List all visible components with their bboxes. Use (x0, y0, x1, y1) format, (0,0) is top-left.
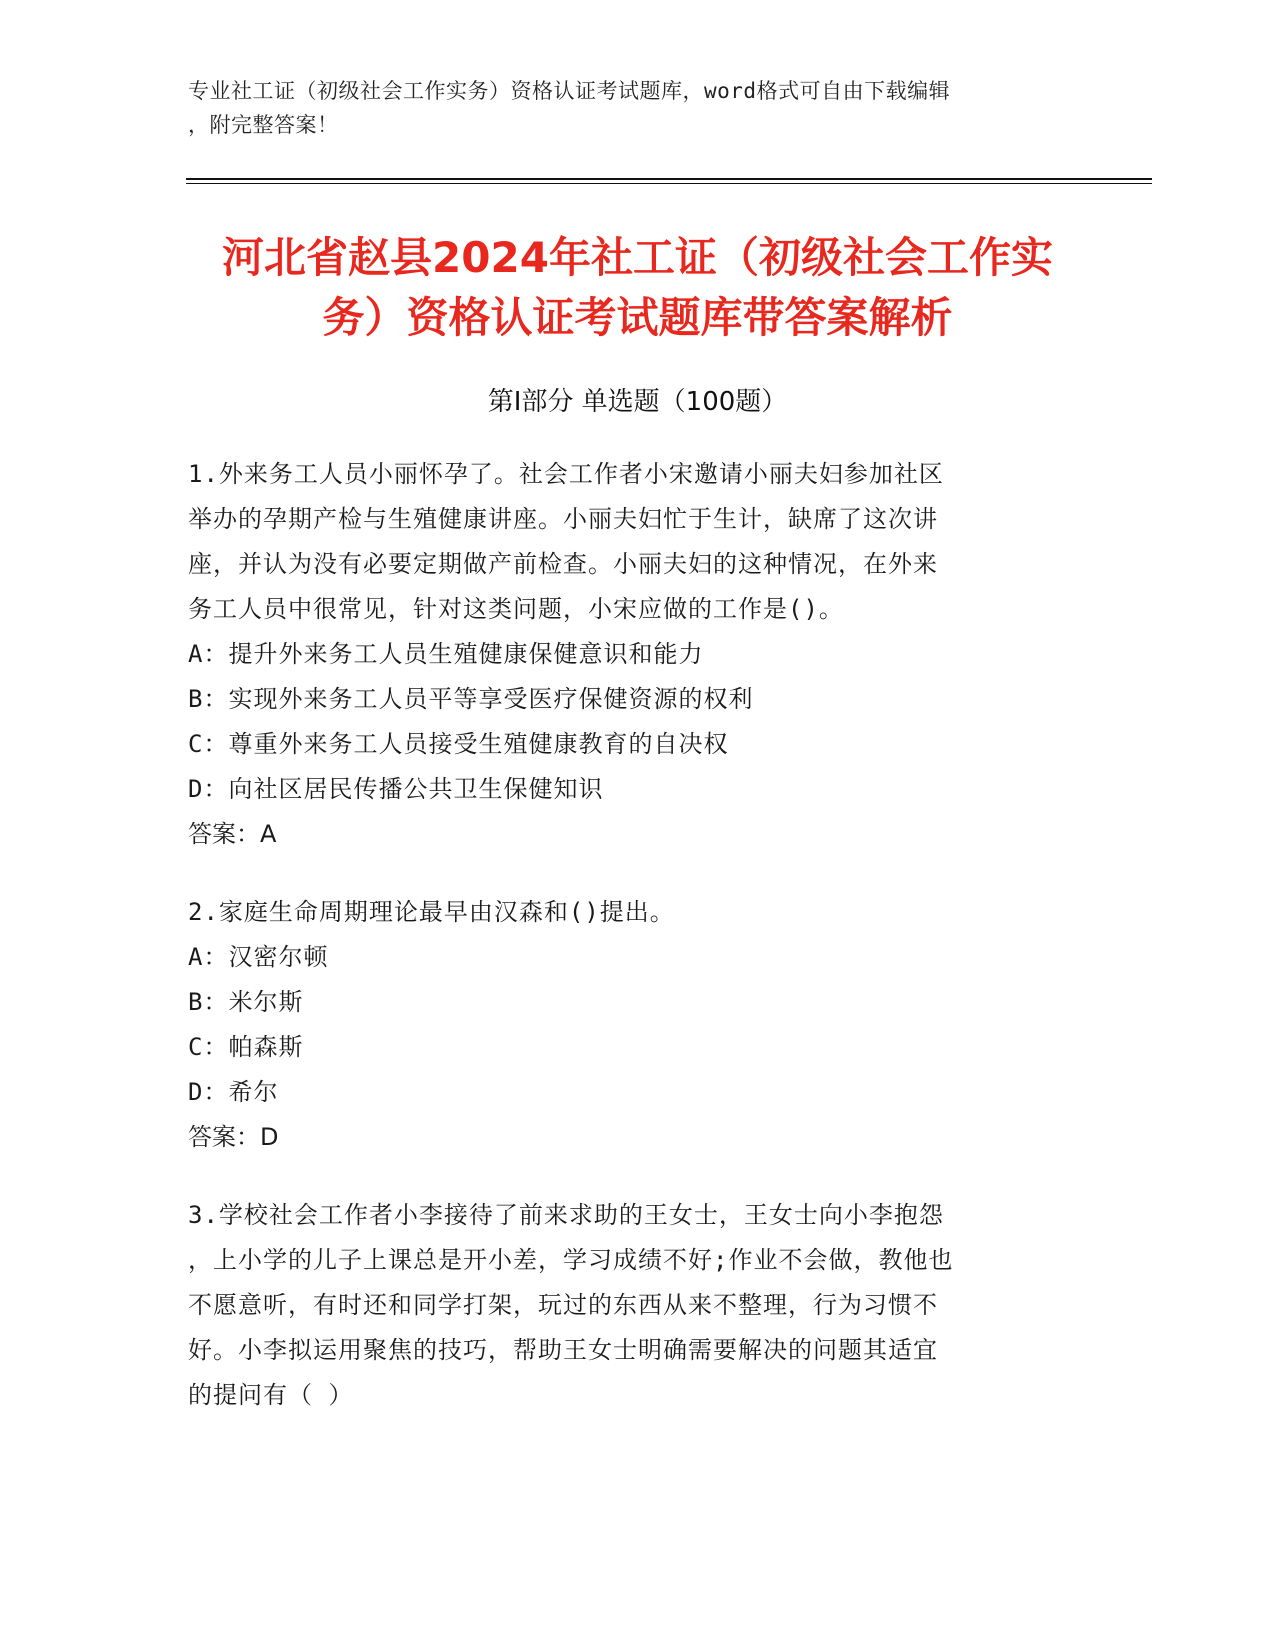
header-note-line-2: ，附完整答案！ (188, 113, 339, 137)
answer-label: 答案：D (188, 1123, 279, 1151)
header-divider-thick (186, 178, 1152, 180)
document-title-line-1: 河北省赵县2024年社工证（初级社会工作实 (222, 233, 1053, 282)
document-title (160, 228, 1115, 348)
question-stem-line: 不愿意听，有时还和同学打架，玩过的东西从来不整理，行为习惯不 (188, 1291, 938, 1319)
question-stem-line: 座，并认为没有必要定期做产前检查。小丽夫妇的这种情况，在外来 (188, 550, 938, 578)
option-b: B：实现外来务工人员平等享受医疗保健资源的权利 (188, 685, 754, 713)
option-d: D：向社区居民传播公共卫生保健知识 (188, 775, 604, 803)
option-c: C：尊重外来务工人员接受生殖健康教育的自决权 (188, 730, 729, 758)
question-stem-line: ，上小学的儿子上课总是开小差，学习成绩不好;作业不会做，教他也 (188, 1246, 954, 1274)
header-note-line-1: 专业社工证（初级社会工作实务）资格认证考试题库，word格式可自由下载编辑 (188, 79, 951, 103)
header-note (188, 74, 1088, 142)
question-stem-line: 3.学校社会工作者小李接待了前来求助的王女士，王女士向小李抱怨 (188, 1201, 944, 1229)
option-a: A：提升外来务工人员生殖健康保健意识和能力 (188, 640, 704, 668)
question-stem-line: 举办的孕期产检与生殖健康讲座。小丽夫妇忙于生计，缺席了这次讲 (188, 505, 938, 533)
option-d: D：希尔 (188, 1078, 279, 1106)
document-title-line-2: 务）资格认证考试题库带答案解析 (322, 293, 953, 342)
header-divider-thin (186, 183, 1152, 184)
question-2 (188, 890, 1088, 1160)
answer-label: 答案：A (188, 820, 277, 848)
option-c: C：帕森斯 (188, 1033, 304, 1061)
question-1 (188, 452, 1088, 857)
question-stem-line: 2.家庭生命周期理论最早由汉森和()提出。 (188, 898, 675, 926)
question-stem-line: 的提问有（ ） (188, 1381, 354, 1409)
question-3 (188, 1193, 1088, 1418)
question-stem-line: 好。小李拟运用聚焦的技巧，帮助王女士明确需要解决的问题其适宜 (188, 1336, 938, 1364)
option-a: A：汉密尔顿 (188, 943, 329, 971)
option-b: B：米尔斯 (188, 988, 304, 1016)
section-title: 第Ⅰ部分 单选题（100题） (487, 387, 788, 417)
question-stem-line: 1.外来务工人员小丽怀孕了。社会工作者小宋邀请小丽夫妇参加社区 (188, 460, 944, 488)
question-stem-line: 务工人员中很常见，针对这类问题，小宋应做的工作是()。 (188, 595, 844, 623)
